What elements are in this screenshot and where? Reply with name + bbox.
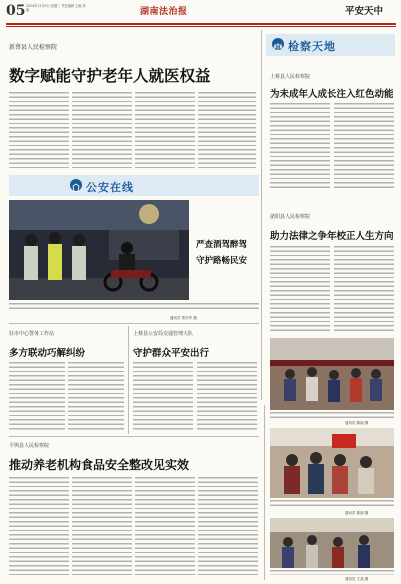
section-title: 平安天中 [345,6,384,17]
right-photo-1 [270,338,394,410]
lower-left-body-col1 [9,362,65,430]
page-number: 05 [6,3,26,19]
issue-date: 2024年11月6日 星期三 责任编辑 主编 美编 [26,4,86,12]
right-article2-kicker: 泌阳县人民检察院 [270,214,311,220]
right-photo3-caption [270,570,394,575]
left-top-title: 数字赋能守护老年人就医权益 [9,66,211,85]
newspaper-logo: 湖南法治报 [140,7,188,17]
right-photo3-credit: 通讯员 王晶 摄 [345,577,369,581]
right-divider [264,405,265,580]
bottom-article-title: 推动养老机构食品安全整改见实效 [9,458,190,472]
right-article2-title: 助力法律之争年校正人生方向 [270,231,394,242]
lower-divider [128,326,129,434]
right-article1-title: 为未成年人成长注入红色动能 [270,89,394,100]
bottom-section-rule [9,436,259,437]
middle-photo-credit: 通讯员 郑庆华 摄 [170,316,197,320]
header-rule-thin [6,26,396,27]
right-article1-kicker: 上蔡县人民检察院 [270,74,311,80]
bottom-article-body-col3 [135,477,195,577]
right-article1-body-col1 [270,103,330,191]
left-top-body-col3 [135,92,195,170]
lower-mid-body-col2 [197,362,257,430]
bottom-article-body-col4 [198,477,258,577]
lower-left-kicker: 驻市中心警务工作站 [9,331,55,337]
gongan-band [9,175,259,196]
right-photo1-caption [270,412,394,420]
lower-left-body-col2 [68,362,124,430]
drunk-driving-photo [9,200,189,300]
bottom-article-body-col2 [72,477,132,577]
left-top-body-col2 [72,92,132,170]
right-article2-body-col2 [334,246,394,334]
middle-photo-caption [9,303,259,312]
lower-mid-title: 守护群众平安出行 [133,348,210,359]
jiancha-band-title: 检察天地 [288,40,336,53]
right-article2-body-col1 [270,246,330,334]
gongan-band-title: 公安在线 [86,181,134,194]
scale-icon [272,38,284,50]
header-rule [6,23,396,25]
right-photo1-credit: 通讯员 陈丽 摄 [345,421,369,425]
right-photo2-credit: 通讯员 陈丽 摄 [345,511,369,515]
section-rule [9,323,259,324]
lower-left-title: 多方联动巧解纠纷 [9,348,86,359]
right-photo-2 [270,428,394,498]
column-divider [261,30,262,400]
bottom-article-kicker: 平舆县人民检察院 [9,443,50,449]
feature-title-line2: 守护路畅民安 [196,256,248,266]
left-top-kicker: 新蔡县人民检察院 [9,44,58,51]
left-top-body-col1 [9,92,69,170]
lower-mid-kicker: 上蔡县公安局交通管理大队 [133,331,194,337]
right-photo2-caption [270,500,394,508]
feature-title-line1: 严查酒驾醉驾 [196,240,248,250]
left-top-body-col4 [198,92,256,170]
right-article1-body-col2 [334,103,394,191]
lower-mid-body-col1 [133,362,193,430]
right-photo-3 [270,518,394,568]
police-badge-icon [70,179,82,191]
bottom-article-body-col1 [9,477,69,577]
